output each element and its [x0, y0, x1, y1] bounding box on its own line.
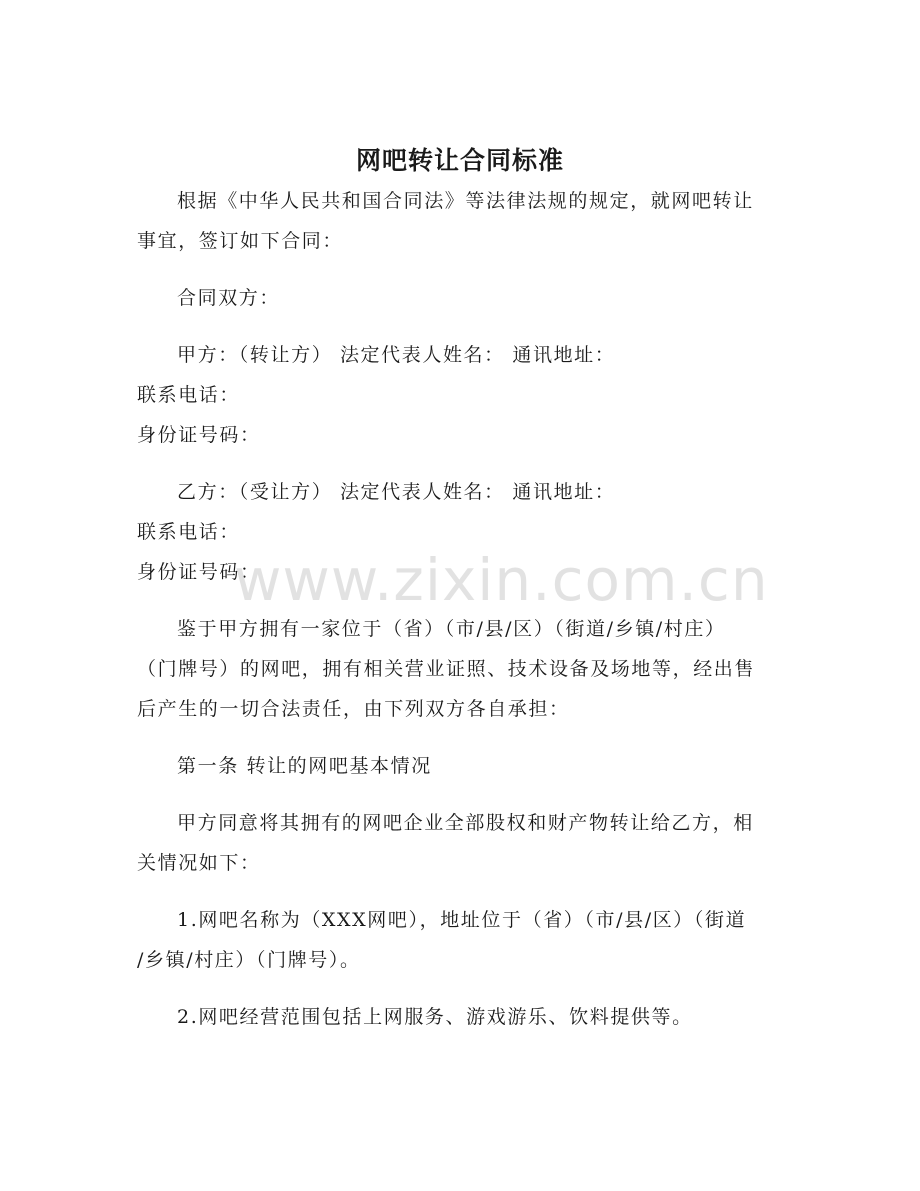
paragraph-intro-line-1: 根据《中华人民共和国合同法》等法律法规的规定，就网吧转让: [177, 190, 754, 212]
document-title: 网吧转让合同标准: [355, 146, 564, 175]
item-1-line-2: /乡镇/村庄）（门牌号）。: [137, 949, 361, 971]
parties-heading: 合同双方：: [177, 287, 281, 309]
party-b-phone: 联系电话：: [137, 521, 241, 543]
article-1-text-line-1: 甲方同意将其拥有的网吧企业全部股权和财产物转让给乙方，相: [177, 812, 754, 834]
article-1-heading: 第一条 转让的网吧基本情况: [177, 755, 432, 777]
recital-line-3: 后产生的一切合法责任，由下列双方各自承担：: [137, 698, 570, 720]
watermark-text: www.zixin.com.cn: [234, 546, 769, 614]
article-1-text-line-2: 关情况如下：: [137, 852, 261, 874]
recital-line-1: 鉴于甲方拥有一家位于（省）（市/县/区）（街道/乡镇/村庄）: [177, 618, 726, 640]
party-a-phone: 联系电话：: [137, 384, 241, 406]
paragraph-intro-line-2: 事宜，签订如下合同：: [137, 230, 344, 252]
party-a-line: 甲方：（转让方） 法定代表人姓名： 通讯地址：: [177, 344, 616, 366]
item-1-line-1: 1.网吧名称为（XXX网吧），地址位于（省）（市/县/区）（街道: [177, 909, 747, 931]
recital-line-2: （门牌号）的网吧，拥有相关营业证照、技术设备及场地等，经出售: [137, 658, 756, 680]
party-b-id: 身份证号码：: [137, 561, 261, 583]
party-b-line: 乙方：（受让方） 法定代表人姓名： 通讯地址：: [177, 481, 616, 503]
item-2-line: 2.网吧经营范围包括上网服务、游戏游乐、饮料提供等。: [177, 1006, 693, 1028]
party-a-id: 身份证号码：: [137, 424, 261, 446]
